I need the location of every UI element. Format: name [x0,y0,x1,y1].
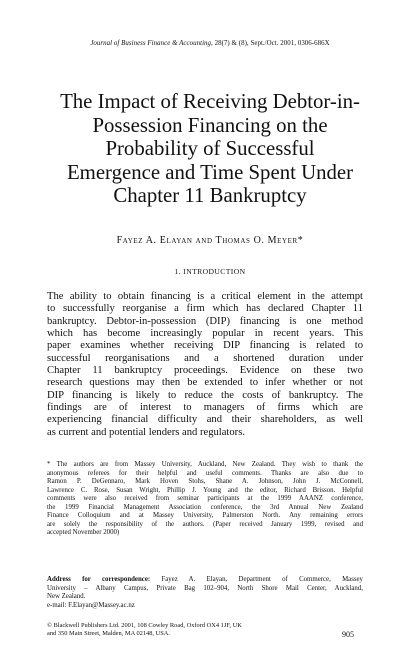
title-line: The Impact of Receiving Debtor-in- [60,90,360,113]
footnote-line: comments were also received from seminar participants at the 1999 AAANZ conference, [47,495,363,502]
footnote-line: accepted November 2000) [47,529,120,536]
copyright-line: © Blackwell Publishers Ltd. 2001, 108 Cowley Road, Oxford OX4 1JF, UK [47,622,242,629]
author-footnote [47,461,363,538]
intro-line: DIP financing is likely to reduce the costs of bankruptcy. The [47,389,363,401]
intro-line: successful reorganisations and a shortened duration under [47,352,363,364]
correspondence-line [47,576,363,585]
journal-header [0,40,420,47]
journal-citation: 28(7) & (8), Sept./Oct. 2001, 0306-686X [212,40,330,47]
title-line: Probability of Successful [105,137,315,160]
intro-line: experiencing financial difficulty and their shareholders, as well [47,414,363,426]
title-line: Emergence and Time Spent Under [66,160,354,184]
intro-line: to successfully reorganise a firm which has declared Chapter 11 [47,303,363,315]
title-line: Chapter 11 Bankruptcy [113,184,307,207]
footnote-line: Lawrence C. Rose, Susan Wright, Phillip J. Young and the editor, Richard Brisson. Helpful [47,486,363,494]
copyright-line: and 350 Main Street, Malden, MA 02148, USA. [47,630,171,638]
correspondence-line: University – Albany Campus, Private Bag 102–904, North Shore Mail Center, Auckland, [47,584,363,592]
intro-line: findings are of interest to managers of firms which are [47,402,363,414]
footnote-line: Finance Colloquium and at Massey University, Palmerston North. Any remaining errors [47,512,363,519]
copyright-notice [47,622,242,638]
correspondence-line: New Zealand. [47,593,86,600]
correspondence-label: Address for correspondence: [47,576,151,583]
intro-line: The ability to obtain financing is a critical element in the attempt [47,291,363,302]
correspondence-address [47,576,363,610]
footnote-line: the 1999 Financial Management Association conference, the 3rd Annual New Zealand [47,503,363,511]
correspondence-name: Fayez A. Elayan, Department of Commerce, Massey [150,576,363,583]
intro-line: Chapter 11 bankruptcy proceedings. Evidence on these two [47,365,363,377]
intro-line: as current and potential lenders and regulators. [47,426,245,438]
article-authors: Fayez A. Elayan and Thomas O. Meyer* [116,235,304,246]
journal-name: Journal of Business Finance & Accounting, [90,40,213,47]
intro-line: which has become increasingly popular in recent years. This [47,328,363,340]
intro-line: research questions may then be extended to infer whether or not [47,377,363,389]
correspondence-email: e-mail: F.Elayan@Massey.ac.nz [47,601,135,609]
footnote-line: anonymous referees for their helpful and useful comments. Thanks are also due to [47,469,363,477]
article-title [20,90,400,208]
introduction-paragraph [47,291,363,439]
footnote-line: Ramon P. DeGennaro, Mark Hoven Stohs, Shane A. Johnson, John J. McConnell, [47,478,363,485]
section-heading: 1. INTRODUCTION [174,267,246,276]
footnote-line: * The authors are from Massey University, Auckland, New Zealand. They wish to thank the [47,461,363,468]
intro-line: paper examines whether receiving DIP financing is related to [47,340,363,352]
intro-line: bankruptcy. Debtor-in-possession (DIP) financing is one method [47,315,363,327]
footnote-line: are solely the responsibility of the authors. (Paper received January 1999, revised and [47,520,363,528]
page-number: 905 [342,630,354,639]
title-line: Possession Financing on the [92,113,328,137]
